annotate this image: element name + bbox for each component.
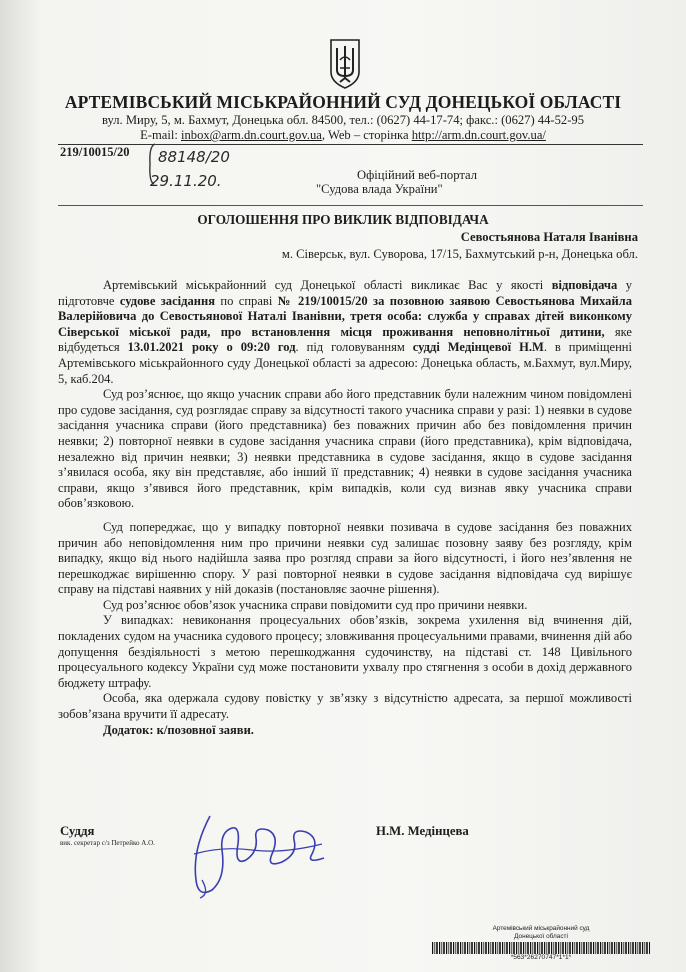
court-stamp (432, 925, 650, 941)
header-divider (58, 144, 643, 145)
recipient-line-2: "Судова влада України" (316, 182, 443, 196)
paragraph-warning: Суд попереджає, що у випадку повторної неявки позивача в судове засідання без поважних причин або неповідомлення ним про причини неявки суд залишає позовну заяву без розгляду, крім випадку, якщо від нього надійшла заява про розгляд справи за його відсутності, і його нез’явлення не перешкоджає вирішенню спору. У разі повторної неявки в судове засідання відповідача суд вирішує справу на підставі наявних у ній доказів (постановляє заочне рішення). (58, 519, 632, 597)
paragraph-duty: Суд роз’яснює обов’язок учасника справи повідомити суд про причини неявки. (103, 597, 528, 612)
handwritten-signature (182, 810, 332, 900)
web-link[interactable]: http://arm.dn.court.gov.ua/ (411, 128, 546, 142)
addressee-name: Севостьянова Наталя Іванівна (460, 230, 638, 244)
court-contacts (0, 128, 686, 143)
email-label: E-mail: (140, 128, 181, 142)
stamp-line-1: Артемівський міськрайонний суд (492, 925, 590, 932)
paragraph-absence-rules: Суд роз’яснює, що якщо учасник справи або його представник були належним чином повідомлені про судове засідання, суд розглядає справу за відсутності такого учасника справи у разі: 1) неявки в судове засідання учасника справи (його представника) без поважних причин або без повідомлення причин неявки; 2) повторної неявки в судове засідання учасника справи (його представника), крім відповідача, незалежно від причин неявки; 3) неявки представника в судове засідання, якщо в судове засідання з’явилася особа, яку він представляє, або інший її представник; 4) неявки в судове засідання учасника справи, якщо з’явився його представник, крім випадків, коли суд визнав явку учасника справи обов’язковою. (58, 387, 632, 511)
recipient-line-1: Офіційний веб-портал (357, 168, 477, 182)
handwritten-number: 88148/20 (158, 148, 230, 166)
court-name: АРТЕМІВСЬКИЙ МІСЬКРАЙОННИЙ СУД ДОНЕЦЬКОЇ ОБЛАСТІ (64, 92, 622, 112)
court-address: вул. Миру, 5, м. Бахмут, Донецька обл. 84500, тел.: (0627) 44-17-74; факс.: (0627) 44-52-95 (101, 113, 584, 127)
web-label: , Web – сторінка (321, 128, 412, 142)
secretary-note: вик. секретар с/з Петрейко А.О. (60, 839, 155, 847)
judge-name: Н.М. Медінцева (376, 824, 469, 838)
appendix: Додаток: к/позовної заяви. (103, 722, 254, 737)
title-divider (58, 205, 643, 206)
paragraph-summons: Артемівський міськрайонний суд Донецької області викликає Вас у якості відповідача у підготовче судове засідання по справі № 219/10015/20 за позовною заявою Севостьянова Михайла Валерійовича до Севостьянової Наталі Іванівни, третя особа: служба у справах дітей виконкому Сіверської міської ради, про встановлення місця проживання неповнолітньої дитини, яке відбудеться 13.01.2021 року о 09:20 год. під головуванням судді Медінцевої Н.М. в приміщенні Артемівського міськрайонного суду Донецької області за адресою: Донецька область, м.Бахмут, вул.Миру, 5, каб.204. (58, 278, 632, 386)
stamp-line-2: Донецької області (514, 933, 568, 940)
notice-title: ОГОЛОШЕННЯ ПРО ВИКЛИК ВІДПОВІДАЧА (197, 212, 489, 227)
handwritten-date: 29.11.20. (150, 172, 222, 190)
paragraph-delivery: Особа, яка одержала судову повістку у зв’язку з відсутністю адресата, за першої можливості зобов’язана вручити її адресату. (58, 691, 632, 722)
paragraph-fine: У випадках: невиконання процесуальних обов’язків, зокрема ухилення від вчинення дій, покладених судом на учасника судового процесу; зловживання процесуальними правами, вчинення дій або допущення бездіяльності з метою перешкоджання судочинству, на підставі ст. 148 Цивільного процесуального кодексу України суд може постановити ухвалу про стягнення з особи в дохід державного бюджету штрафу. (58, 613, 632, 690)
email-link[interactable]: inbox@arm.dn.court.gov.ua (180, 128, 322, 142)
notice-body (58, 278, 632, 738)
barcode (432, 942, 650, 954)
signature-title: Суддя (60, 824, 95, 838)
registration-number: 219/10015/20 (60, 145, 130, 159)
addressee-address: м. Сіверськ, вул. Суворова, 17/15, Бахмутський р-н, Донецька обл. (281, 247, 638, 261)
coat-of-arms-icon (328, 38, 362, 90)
barcode-number: *563*26270747*1*1* (510, 954, 572, 961)
